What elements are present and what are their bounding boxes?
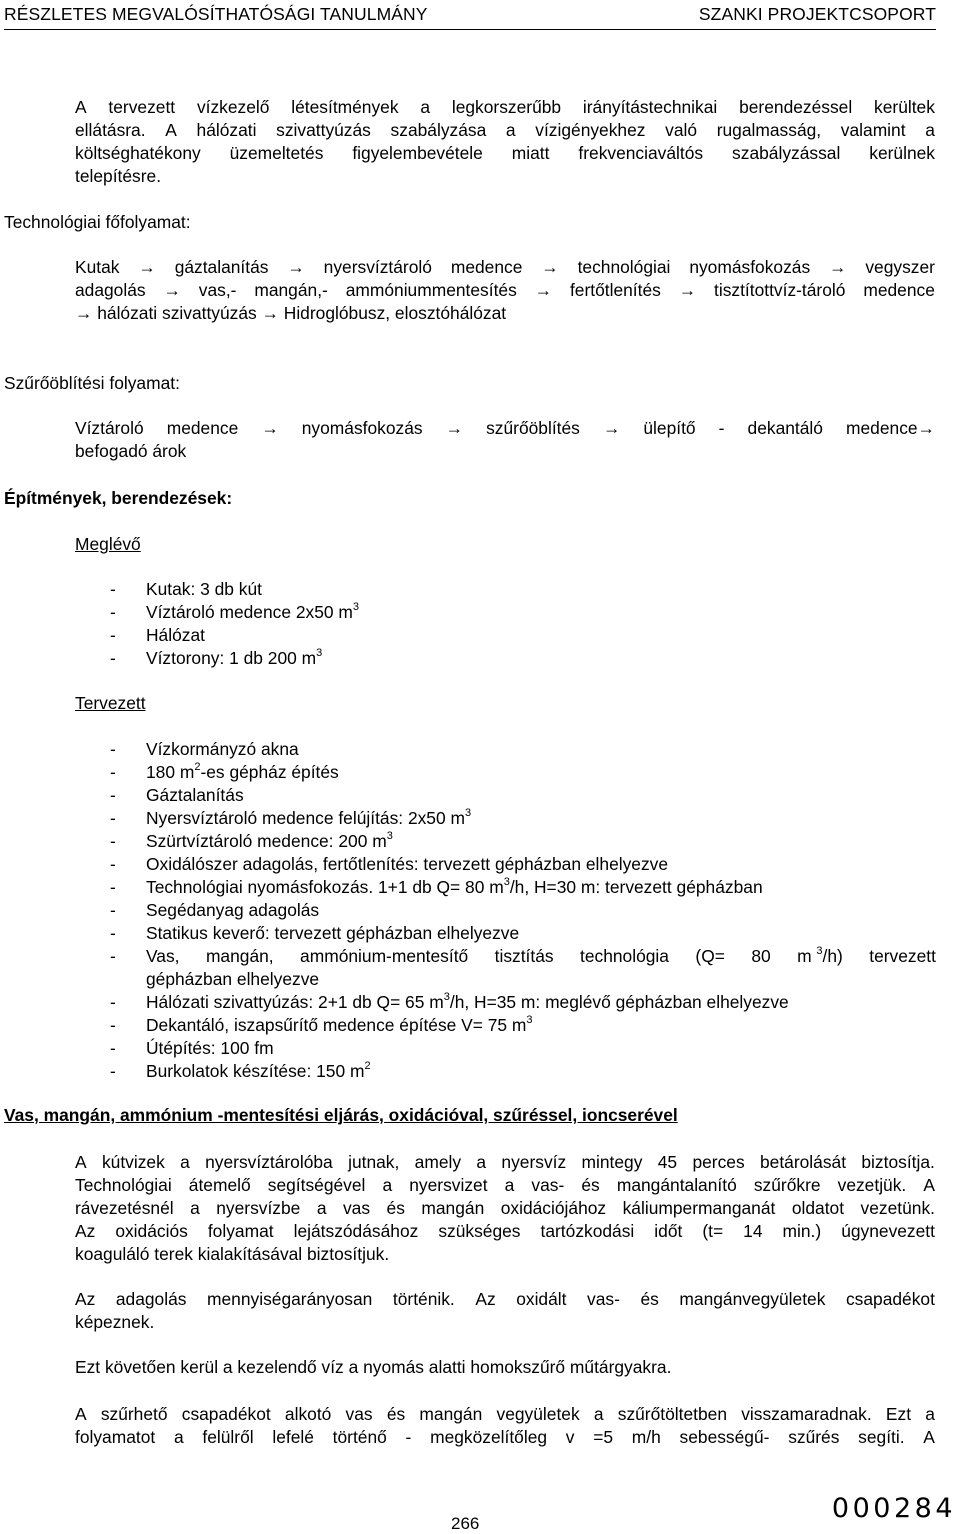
list-item: - Kutak: 3 db kút <box>110 579 263 599</box>
method-paragraph-4: A szűrhető csapadékot alkotó vas és mangán vegyületek a szűrőtöltetben visszamaradnak. Ezt a folyamatot a felülről lefelé történő - megközelítőleg v =5 m/h sebességű- szűrés segíti. A <box>75 1404 935 1447</box>
method-paragraph-2: Az adagolás mennyiségarányosan történik. Az oxidált vas- és mangánvegyületek csapadékot képeznek. <box>75 1289 935 1332</box>
header-title: RÉSZLETES MEGVALÓSÍTHATÓSÁGI TANULMÁNY <box>4 4 428 24</box>
planned-list <box>110 738 936 1083</box>
method-heading: Vas, mangán, ammónium -mentesítési eljárás, oxidációval, szűréssel, ioncserével <box>4 1105 678 1125</box>
backwash-flow <box>75 417 935 463</box>
list-item: - Nyersvíztároló medence felújítás: 2x50 $m^3$ <box>110 807 472 828</box>
intro-line: ellátásra. A hálózati szivattyúzás szabályzása a vízigényekhez való rugalmasság, valamint a <box>75 120 935 140</box>
flow-line: befogadó árok <box>75 441 187 461</box>
list-item: - Gáztalanítás <box>110 785 244 805</box>
flow-line: Kutak → gáztalanítás → nyersvíztároló medence → technológiai nyomásfokozás → vegyszer <box>75 257 935 277</box>
list-item: - 180 $m^2-es$ gépház építés <box>110 761 339 782</box>
existing-list <box>110 578 936 670</box>
list-item: - Szürtvíztároló medence: 200 $m^3$ <box>110 830 393 851</box>
list-item: - Oxidálószer adagolás, fertőtlenítés: tervezett gépházban elhelyezve <box>110 854 669 874</box>
list-item: - Hálózat <box>110 625 205 645</box>
existing-label: Meglévő <box>75 534 141 554</box>
list-item: - Dekantáló, iszapsűrítő medence építése V= 75 $m^3$ <box>110 1014 533 1035</box>
list-item: - Útépítés: 100 fm <box>110 1038 274 1058</box>
tech-process-flow <box>75 256 935 325</box>
backwash-heading: Szűrőöblítési folyamat: <box>4 373 180 393</box>
method-paragraph-3: Ezt követően kerül a kezelendő víz a nyomás alatti homokszűrő műtárgyakra. <box>75 1357 672 1377</box>
list-item: - Hálózati szivattyúzás: 2+1 db Q= 65 $m^3/h$, H=35 m: meglévő gépházban elhelyezve <box>110 991 789 1012</box>
intro-line: telepítésre. <box>75 166 162 186</box>
method-paragraph-1: A kútvizek a nyersvíztárolóba jutnak, amely a nyersvíz mintegy 45 perces betárolását biztosítja. Technológiai átemelő segítségével a nyersvizet a vas- és mangántalanító szűrőkre vezetjük. A rávezetésnél a nyersvízbe a vas és mangán oxidációjához káliumpermanganát oldatot vezetünk. Az oxidációs folyamat lejátszódásához szükséges tartózkodási időt (t= 14 min.) úgynevezett koaguláló terek kialakításával biztosítjuk. <box>75 1152 935 1264</box>
list-item: - Víztároló medence 2x50 $m^3$ <box>110 601 359 622</box>
list-item: - Statikus keverő: tervezett gépházban elhelyezve <box>110 923 520 943</box>
intro-line: A tervezett vízkezelő létesítmények a legkorszerűbb irányítástechnikai berendezéssel kerültek <box>75 97 935 117</box>
list-item: - Segédanyag adagolás <box>110 900 320 920</box>
intro-paragraph <box>75 96 935 188</box>
list-item: - Vízkormányzó akna <box>110 739 299 759</box>
document-stamp-number: 000284 <box>831 1493 956 1524</box>
page-number: 266 <box>451 1514 480 1533</box>
list-item: - Burkolatok készítése: 150 $m^2$ <box>110 1060 371 1081</box>
list-item: - Víztorony: 1 db 200 $m^3$ <box>110 647 323 668</box>
structures-heading: Építmények, berendezések: <box>4 488 233 508</box>
header-organization: SZANKI PROJEKTCSOPORT <box>698 4 936 24</box>
flow-line: Víztároló medence → nyomásfokozás → szűrőöblítés → ülepítő - dekantáló medence→ <box>75 418 935 438</box>
flow-line: → hálózati szivattyúzás → Hidroglóbusz, elosztóhálózat <box>75 303 507 323</box>
tech-process-heading: Technológiai főfolyamat: <box>4 212 191 232</box>
page-header <box>4 3 936 30</box>
intro-line: költséghatékony üzemeltetés figyelembevétele miatt frekvenciaváltós szabályzással kerülnek <box>75 143 935 163</box>
flow-line: adagolás → vas,- mangán,- ammóniummentesítés → fertőtlenítés → tisztítottvíz-tároló medence <box>75 280 935 300</box>
planned-label: Tervezett <box>75 693 146 713</box>
list-item: - Technológiai nyomásfokozás. 1+1 db Q= 80 $m^3/h$, H=30 m: tervezett gépházban <box>110 876 763 897</box>
list-item: - Vas, mangán, ammónium-mentesítő tisztítás technológia (Q= 80 m $^3$/h) tervezett gépházban elhelyezve <box>110 945 936 989</box>
